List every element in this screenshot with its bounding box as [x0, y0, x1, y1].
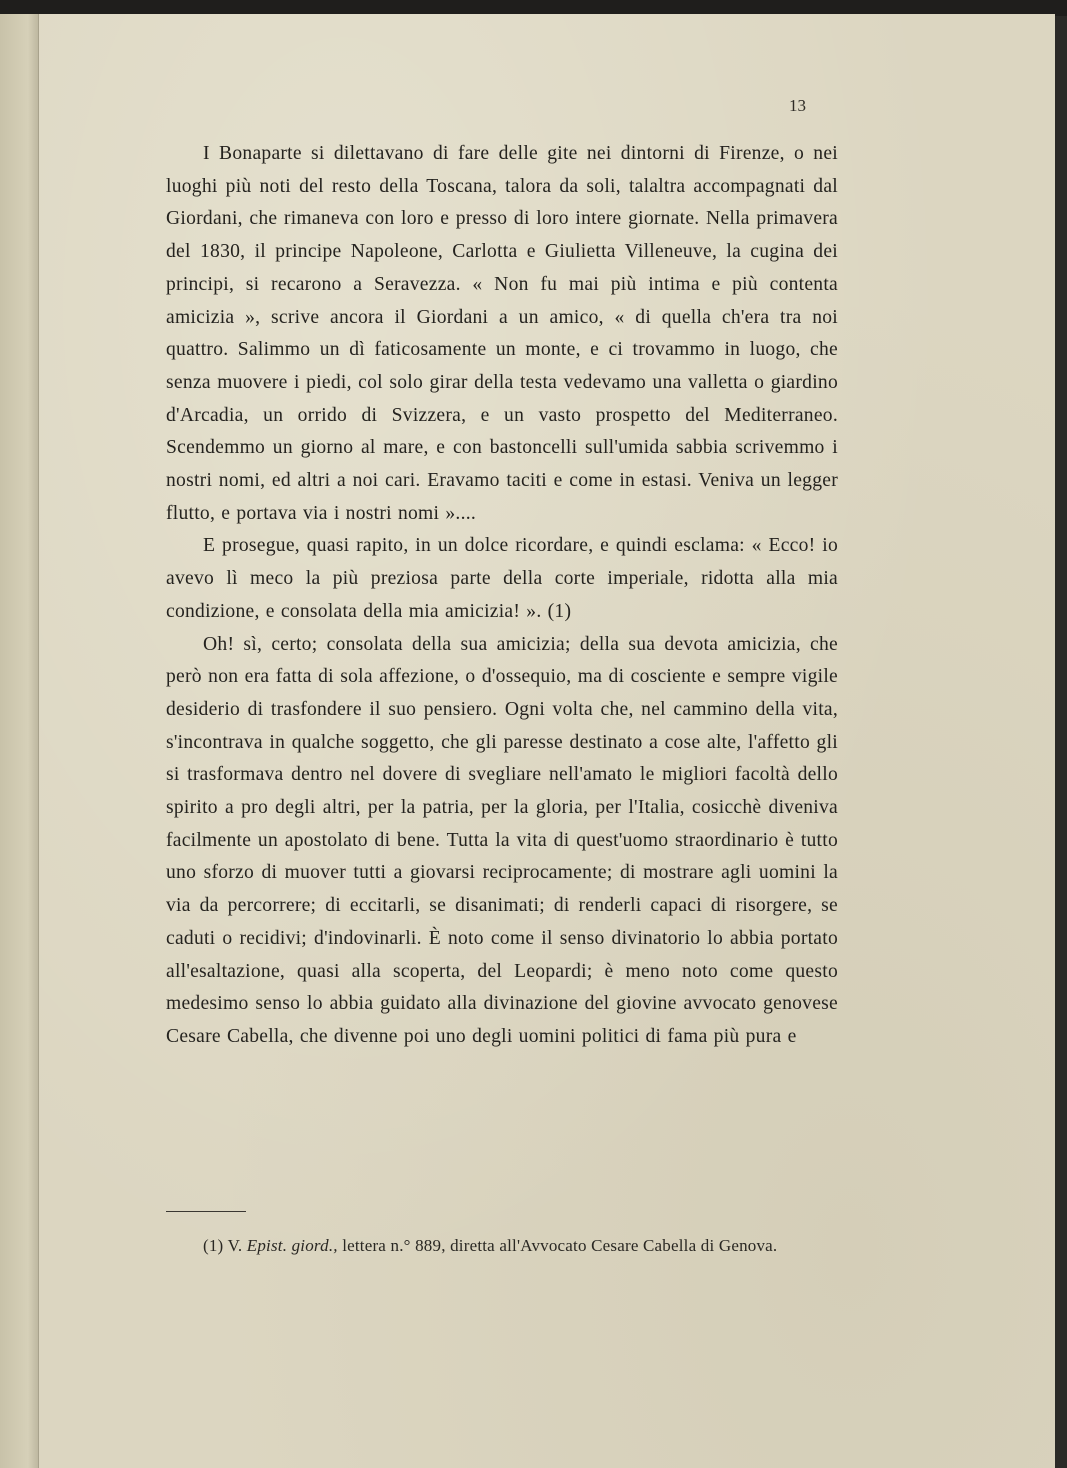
page-number: 13 — [789, 96, 806, 115]
footnote-marker: (1) V. — [203, 1236, 243, 1255]
previous-page-edge — [0, 14, 41, 1468]
footnote-divider — [166, 1211, 246, 1212]
body-text — [166, 138, 838, 1054]
paragraph-2: E prosegue, quasi rapito, in un dolce ricordare, e quindi esclama: « Ecco! io avevo lì meco la più preziosa parte della corte imperiale, ridotta alla mia condizione, e consolata della mia amicizia! ». (1) — [166, 535, 838, 622]
paragraph-1: I Bonaparte si dilettavano di fare delle gite nei dintorni di Firenze, o nei luoghi più noti del resto della Toscana, talora da soli, talaltra accompagnati dal Giordani, che rimaneva con loro e presso di loro intere giornate. Nella primavera del 1830, il principe Napoleone, Carlotta e Giulietta Villeneuve, la cugina dei principi, si recarono a Seravezza. « Non fu mai più intima e più contenta amicizia », scrive ancora il Giordani a un amico, « di quella ch'era tra noi quattro. Salimmo un dì faticosamente un monte, e ci trovammo in luogo, che senza muovere i piedi, col solo girar della testa vedevamo una valletta o giardino d'Arcadia, un orrido di Svizzera, e un vasto prospetto del Mediterraneo. Scendemmo un giorno al mare, e con bastoncelli sull'umida sabbia scrivemmo i nostri nomi, ed altri a noi cari. Eravamo taciti e come in estasi. Veniva un legger flutto, e portava via i nostri nomi ».... — [166, 143, 838, 524]
paragraph-3: Oh! sì, certo; consolata della sua amicizia; della sua devota amicizia, che però non era fatta di sola affezione, o d'ossequio, ma di cosciente e sempre vigile desiderio di trasfondere il suo pensiero. Ogni volta che, nel cammino della vita, s'incontrava in qualche soggetto, che gli paresse destinato a cose alte, l'affetto gli si trasformava dentro nel dovere di svegliare nell'amato le migliori facoltà dello spirito a pro degli altri, per la patria, per la gloria, per l'Italia, cosicchè diveniva facilmente un apostolato di bene. Tutta la vita di quest'uomo straordinario è tutto uno sforzo di muover tutti a giovarsi reciprocamente; di mostrare agli uomini la via da percorrere; di eccitarli, se disanimati; di renderli capaci di risorgere, se caduti o recidivi; d'indovinarli. È noto come il senso divinatorio lo abbia portato all'esaltazione, quasi alla scoperta, del Leopardi; è meno noto come questo medesimo senso lo abbia guidato alla divinazione del giovine avvocato genovese Cesare Cabella, che divenne poi uno degli uomini politici di fama più pura e — [166, 633, 838, 1047]
footnote-text: lettera n.° 889, diretta all'Avvocato Cesare Cabella di Genova. — [342, 1236, 778, 1255]
footnote-citation: Epist. giord., — [246, 1236, 338, 1255]
footnote — [166, 1234, 838, 1258]
